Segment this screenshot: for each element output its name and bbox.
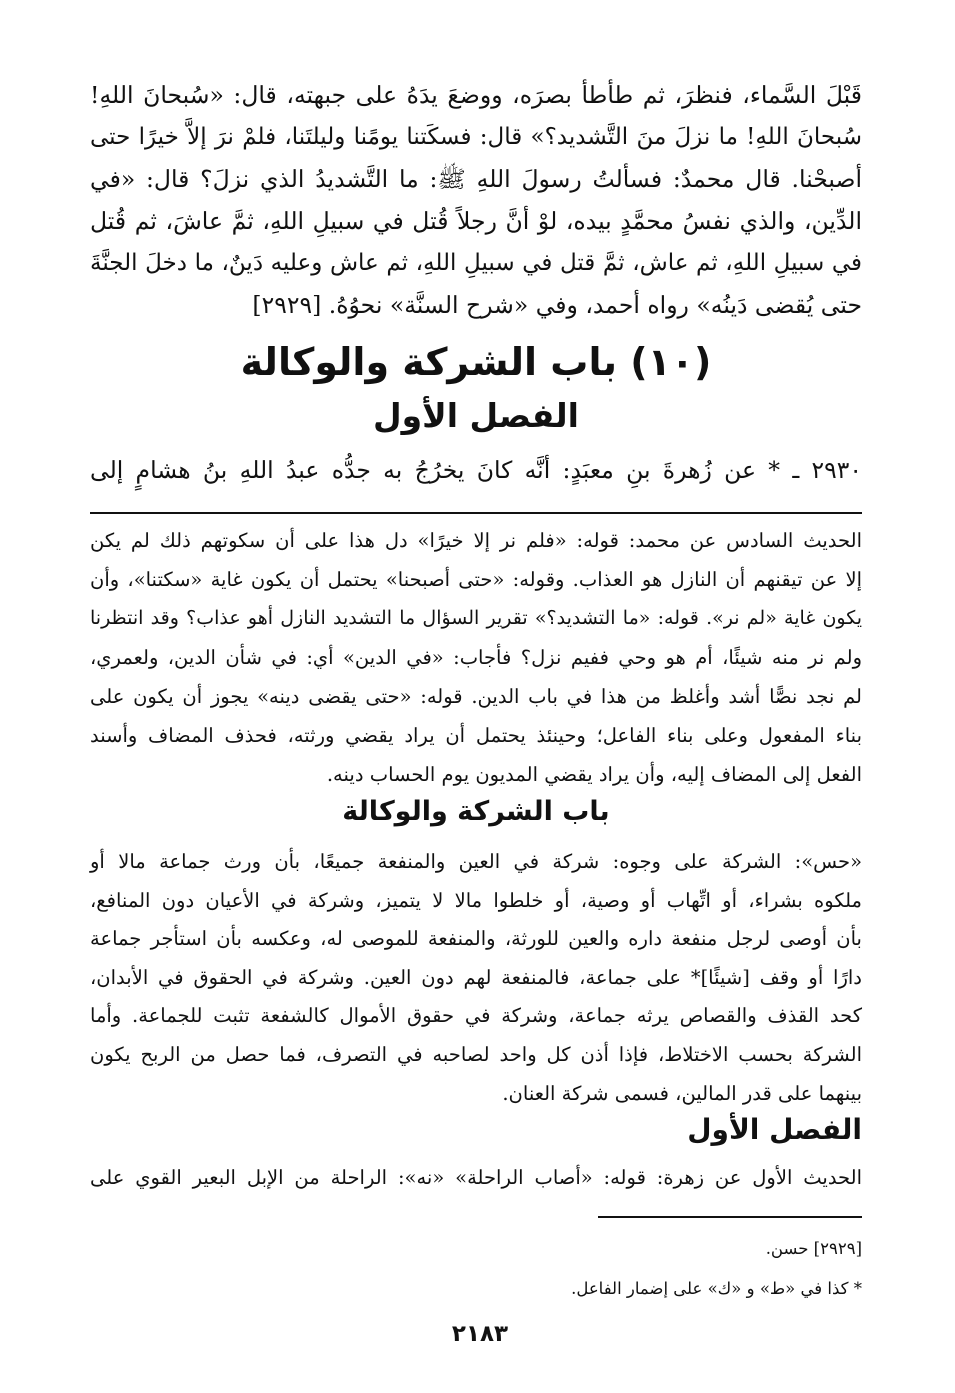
text-line: قَبْلَ السَّماء، فنظرَ، ثم طأطأ بصرَه، ووضعَ يدَهُ على جبهته، قال: «سُبحانَ اللهِ! xyxy=(90,81,862,109)
footnote-variant: * كذا في «ط» و «ك» على إضمار الفاعل. xyxy=(571,1279,862,1298)
commentary-line: الحديث الأول عن زهرة: قوله: «أصاب الراحلة» «نه»: الراحلة من الإبل البعير القوي على xyxy=(90,1166,862,1189)
commentary-chapter-heading: باب الشركة والوكالة xyxy=(342,796,610,827)
footnote-grading: [٢٩٢٩] حسن. xyxy=(765,1239,862,1258)
commentary-line: لم نجد نصًّا أشد وأغلظ من هذا في باب الدين. قوله: «حتى يقضى دينه» يجوز أن يكون على xyxy=(90,685,862,708)
commentary-section-heading: الفصل الأول xyxy=(687,1113,862,1146)
text-line: الدِّين، والذي نفسُ محمَّدٍ بيده، لوْ أنَّ رجلاً قُتل في سبيلِ اللهِ، ثمَّ عاشَ، ثم قُتل xyxy=(90,207,862,235)
text-line: سُبحانَ اللهِ! ما نزلَ منَ التَّشديد؟» قال: فسكَتنا يومًنا وليلتَنا، فلمْ نرَ إلاَّ خيرًا حتى xyxy=(90,124,862,150)
footnote-divider xyxy=(598,1216,862,1218)
commentary-divider xyxy=(90,512,862,514)
commentary-line: كحد القذف والقصاص يرثه جماعة، وشركة في حقوق الأموال كالشفعة تثبت للجماعة. وأما xyxy=(90,1004,862,1028)
page-number: ٢١٨٣ xyxy=(451,1321,509,1347)
commentary-line: إلا عن تيقنهم أن النازل هو العذاب. وقوله: «حتى أصبحنا» يحتمل أن يكون غاية «سكتنا»، وأن xyxy=(90,568,862,591)
commentary-line: بينهما على قدر المالين، فسمى شركة العنان. xyxy=(502,1081,862,1105)
commentary-line: الشركة بحسب الاختلاط، فإذا أذن كل واحد لصاحبه في التصرف، فما حصل من الربح يكون xyxy=(90,1043,862,1066)
text-line: ٢٩٣٠ ـ * عن زُهرةَ بنِ معبَدٍ: أنَّه كانَ يخرُجُ به جدُّه عبدُ اللهِ بنُ هشامٍ إلى xyxy=(90,456,862,484)
section-heading: الفصل الأول xyxy=(373,396,579,435)
commentary-line: يكون غاية «لم نر». قوله: «ما التشديد؟» تقرير السؤال ما التشديد النازل أهو عذاب؟ وقد انتظرنا xyxy=(90,607,862,629)
commentary-line: الفعل إلى المضاف إليه، وأن يراد يقضي المديون يوم الحساب دينه. xyxy=(326,763,862,786)
text-line: في سبيلِ اللهِ، ثم عاش، ثمَّ قتل في سبيلِ اللهِ، ثم عاش وعليه دَينٌ، ما دخلَ الجنَّةَ xyxy=(90,250,862,276)
chapter-heading: (١٠) باب الشركة والوكالة xyxy=(240,340,712,384)
commentary-line: دارًا أو وقف [شيئًا]* على جماعة، فالمنفعة لهم دون العين. وشركة في الحقوق في الأبدان، xyxy=(90,965,862,989)
text-line: حتى يُقضى دَينُه» رواه أحمد، وفي «شرح السنَّة» نحوُهُ. [٢٩٢٩] xyxy=(252,291,862,319)
commentary-line: بناء المفعول وعلى بناء الفاعل؛ وحينئذ يحتمل أن يراد يقضي ورثته، فحذف المضاف وأسند xyxy=(90,724,862,747)
commentary-line: «حس»: الشركة على وجوه: شركة في العين والمنفعة جميعًا، بأن ورث جماعة مالا أو xyxy=(90,850,862,873)
commentary-line: ولم نر منه شيئًا، أم هو وحي ففيم نزل؟ فأجاب: «في الدين» أي: في شأن الدين، ولعمري، xyxy=(90,646,862,669)
text-line: أصبحْنا. قال محمدٌ: فسألتُ رسولَ اللهِ ﷺ: ما التَّشديدُ الذي نزلَ؟ قال: «في xyxy=(90,165,862,193)
commentary-line: بأن أوصى لرجل منفعة داره والعين للورثة، والمنفعة للموصى له، وعكسه بأن استأجر جماعة xyxy=(90,927,862,951)
commentary-line: ملكوه بشراء، أو اتِّهاب أو وصية، أو خلطوا مالا لا يتميز، وشركة في الأعيان دون المنافع، xyxy=(90,888,862,912)
commentary-line: الحديث السادس عن محمد: قوله: «فلم نر إلا خيرًا» دل هذا على أن سكوتهم ذلك لم يكن xyxy=(90,529,862,552)
